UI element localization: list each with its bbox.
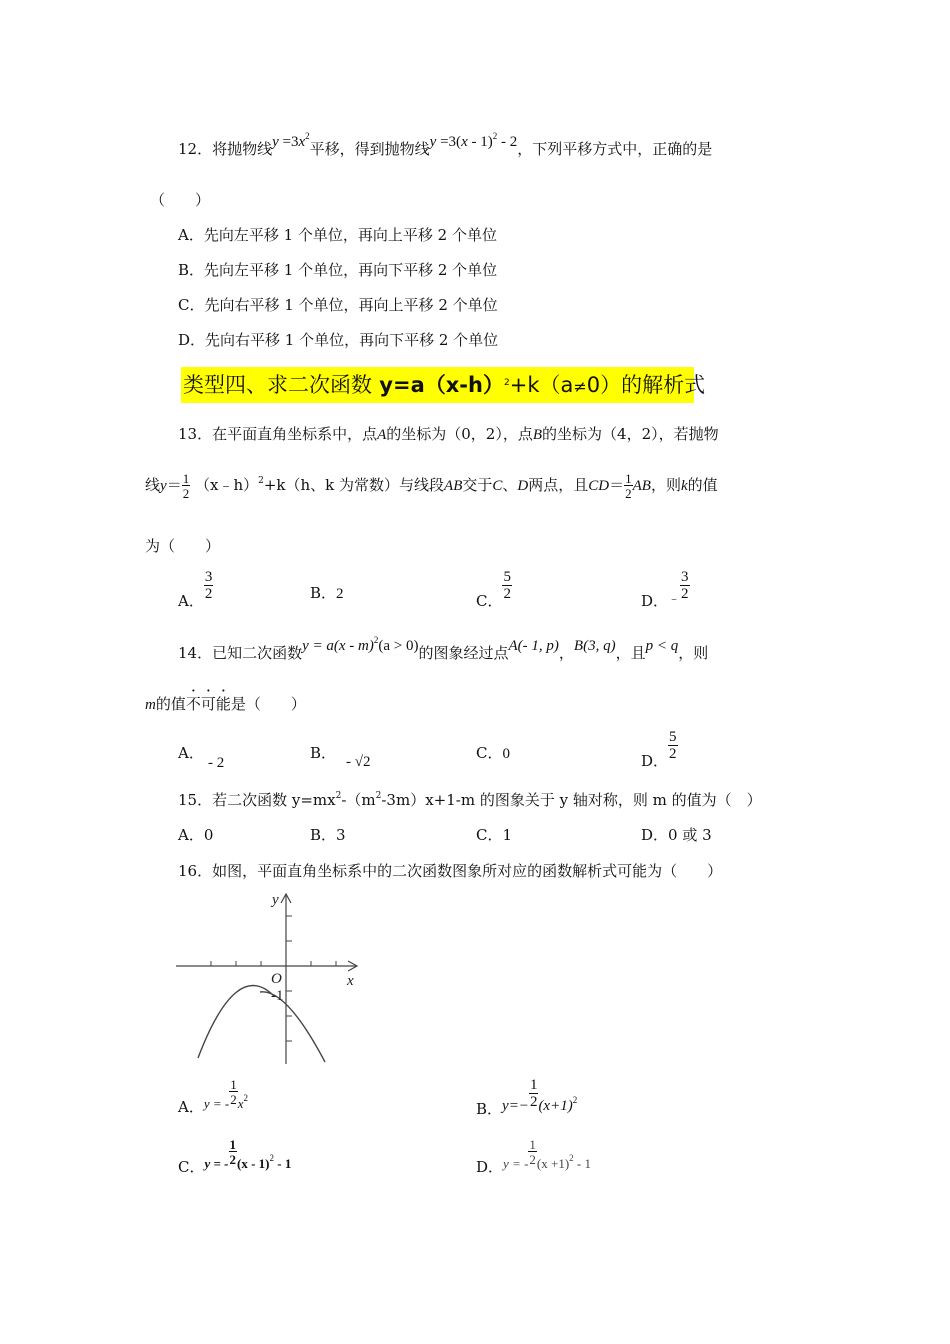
q12-paren: （ ） bbox=[150, 191, 211, 209]
y-axis-label: y bbox=[272, 892, 279, 908]
q16-option-b: B．y=− $\frac{1}{2}$ $(x+1)^2$ bbox=[476, 1077, 578, 1118]
section-title-banner: 类型四、求二次函数 $y=a(x-h)^2+k(a\ne 0)$的解析式 bbox=[181, 367, 694, 403]
q14-option-b: B． - √2 bbox=[310, 744, 371, 770]
q16-option-d: D．y = - $\frac{1}{2}$ $(x +1)^2 - 1$ bbox=[476, 1137, 591, 1176]
q14-line2: m的值不可能是（ ） bbox=[145, 695, 306, 713]
q14-equation: y = a(x - m) bbox=[302, 638, 374, 654]
q13-line1: 13．在平面直角坐标系中，点A的坐标为（0，2），点B的坐标为（4，2），若抛物 bbox=[178, 425, 719, 443]
q14-line1: 14．已知二次函数y = a(x - m)$^2$(a > 0)的图象经过点A(- 1, p)，B(3, q)，且p < q，则 bbox=[178, 635, 709, 662]
minus-one-label: -1 bbox=[271, 988, 284, 1004]
q13-option-b: B．2 bbox=[310, 584, 344, 602]
q14-option-a: A． - 2 bbox=[178, 744, 225, 771]
q16-option-a: A．y = - $\frac{1}{2}$ $x^2$ bbox=[178, 1077, 248, 1116]
parabola-curve bbox=[198, 986, 325, 1062]
q16-parabola-graph bbox=[170, 888, 370, 1068]
q14-option-d: D． $\frac{5}{2}$ bbox=[641, 729, 677, 770]
x-axis-label: x bbox=[347, 973, 354, 989]
q13-option-d: D．$_﹣$ $\frac{3}{2}$ bbox=[641, 569, 689, 610]
q12-option-b: B．先向左平移 1 个单位，再向下平移 2 个单位 bbox=[178, 261, 498, 279]
q12-eq1: y bbox=[272, 134, 279, 150]
q15-option-d: D．0 或 3 bbox=[641, 826, 712, 844]
q13-option-c: C． $\frac{5}{2}$ bbox=[476, 569, 511, 610]
q15-option-a: A．0 bbox=[178, 826, 214, 844]
q16-option-c: C．y = - $\frac{1}{2}$ (x - 1)$^2$ - 1 bbox=[178, 1137, 292, 1176]
q12-line1: 12．将抛物线$y =3x^2$平移，得到抛物线y =3(x - 1)$^2$ - 2，下列平移方式中，正确的是 bbox=[178, 131, 713, 158]
q14-option-c: C．0 bbox=[476, 744, 510, 762]
q16-line: 16．如图，平面直角坐标系中的二次函数图象所对应的函数解析式可能为（ ） bbox=[178, 862, 723, 880]
q13-line2: 线y＝ $\frac{1}{2}$ （x﹣h）$^2$+k（h、k 为常数）与线段AB交于C、D两点，且CD＝ $\frac{1}{2}$ AB，则k的值 bbox=[145, 471, 718, 501]
q12-eq2: y =3(x - 1)$^2$ - 2 bbox=[429, 131, 518, 150]
q13-option-a: A． $\frac{3}{2}$ bbox=[178, 569, 213, 610]
q13-fraction: $\frac{1}{2}$ bbox=[182, 471, 190, 501]
x-ticks bbox=[211, 961, 336, 966]
q12-option-a: A．先向左平移 1 个单位，再向上平移 2 个单位 bbox=[178, 226, 497, 244]
q15-line: 15．若二次函数 $y=mx^2-(m^2-3m)x+1-m$ 的图象关于 y 轴对称，则 m 的值为（ ） bbox=[178, 791, 762, 809]
origin-label: O bbox=[271, 971, 282, 987]
q12-option-c: C．先向右平移 1 个单位，再向上平移 2 个单位 bbox=[178, 296, 498, 314]
q15-option-b: B．3 bbox=[310, 826, 346, 844]
q13-fraction-2: $\frac{1}{2}$ bbox=[625, 471, 632, 501]
q15-option-c: C．1 bbox=[476, 826, 513, 844]
q12-option-d: D．先向右平移 1 个单位，再向下平移 2 个单位 bbox=[178, 331, 499, 349]
y-ticks bbox=[286, 916, 292, 1041]
q13-line3: 为（ ） bbox=[145, 537, 221, 555]
